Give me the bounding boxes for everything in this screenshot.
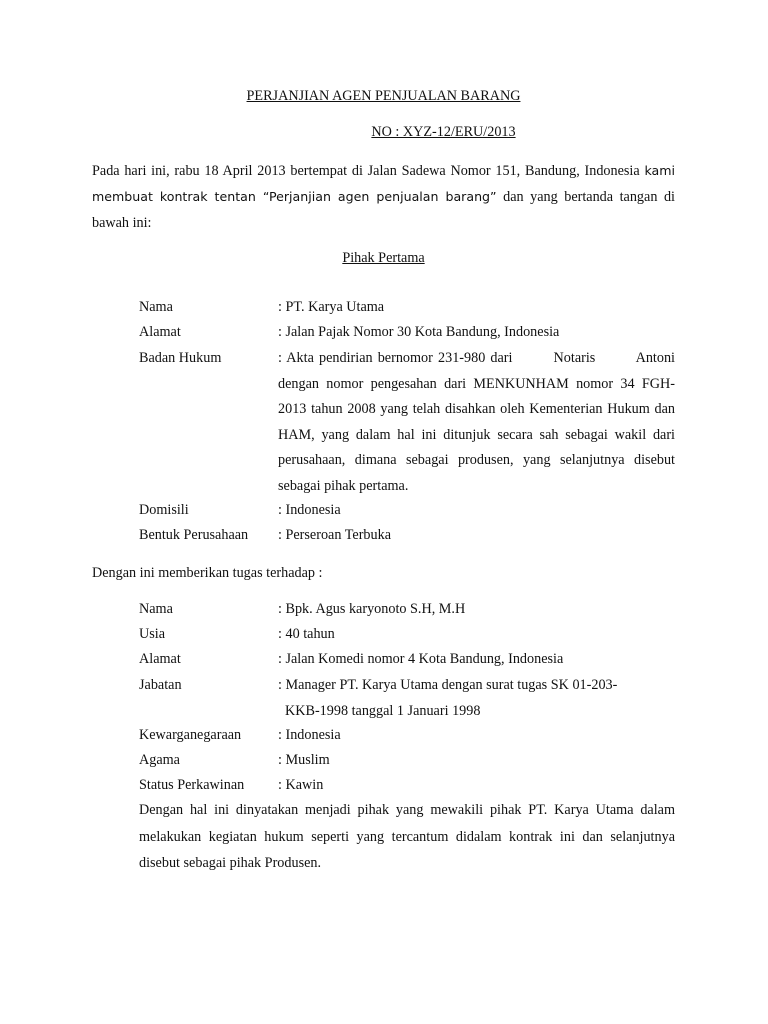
field-label: Alamat [139, 651, 181, 667]
field-value: : Indonesia [278, 502, 341, 518]
field-label: Status Perkawinan [139, 777, 245, 793]
document-title: PERJANJIAN AGEN PENJUALAN BARANG [246, 88, 521, 104]
field-value: : Bpk. Agus karyonoto S.H, M.H [278, 601, 466, 617]
field-value: : PT. Karya Utama [278, 299, 385, 315]
intro-text-2: kami membuat kontrak tentan “Perjanjian agen penjualan barang” [92, 163, 675, 204]
closing-paragraph: Dengan hal ini dinyatakan menjadi pihak yang mewakili pihak PT. Karya Utama dalam melakukan kegiatan hukum seperti yang tercantum didalam kontrak ini dan selanjutnya disebut sebagai pihak Produsen. [139, 802, 675, 871]
field-value: : 40 tahun [278, 626, 335, 642]
field-label: Usia [139, 626, 166, 642]
field-value: : Jalan Pajak Nomor 30 Kota Bandung, Indonesia [278, 324, 560, 340]
section-heading-pihak-pertama: Pihak Pertama [342, 250, 425, 266]
jabatan-line-1: : Manager PT. Karya Utama dengan surat tugas SK 01-203- [278, 677, 618, 693]
field-value: : Indonesia [278, 727, 341, 743]
field-value [278, 673, 675, 724]
document-number: NO : XYZ-12/ERU/2013 [371, 124, 516, 140]
jabatan-line-2: KKB-1998 tanggal 1 Januari 1998 [285, 702, 481, 719]
field-value: : Jalan Komedi nomor 4 Kota Bandung, Indonesia [278, 651, 564, 667]
field-label: Agama [139, 752, 180, 768]
field-value: : Perseroan Terbuka [278, 527, 391, 543]
field-label: Domisili [139, 502, 189, 518]
field-label: Badan Hukum [139, 350, 222, 366]
field-label: Bentuk Perusahaan [139, 527, 249, 543]
field-label: Kewarganegaraan [139, 727, 242, 743]
field-label: Nama [139, 299, 173, 315]
field-label: Alamat [139, 324, 181, 340]
field-value: : Akta pendirian bernomor 231-980 dari Notaris Antoni dengan nomor pengesahan dari MENKUNHAM nomor 34 FGH-2013 tahun 2008 yang telah disahkan oleh Kementerian Hukum dan HAM, yang dalam hal ini ditunjuk secara sah sebagai wakil dari perusahaan, dimana sebagai produsen, yang selanjutnya disebut sebagai pihak pertama. [278, 350, 679, 494]
field-value: : Kawin [278, 777, 324, 793]
field-value: : Muslim [278, 752, 330, 768]
intro-text-3: dan yang bertanda tangan di bawah ini: [92, 189, 675, 231]
field-label: Jabatan [139, 677, 182, 693]
tugas-intro-paragraph: Dengan ini memberikan tugas terhadap : [92, 565, 323, 581]
field-label: Nama [139, 601, 173, 617]
intro-paragraph [92, 158, 675, 236]
intro-text-1: Pada hari ini, rabu 18 April 2013 bertempat di Jalan Sadewa Nomor 151, Bandung, Indonesia [92, 163, 645, 179]
